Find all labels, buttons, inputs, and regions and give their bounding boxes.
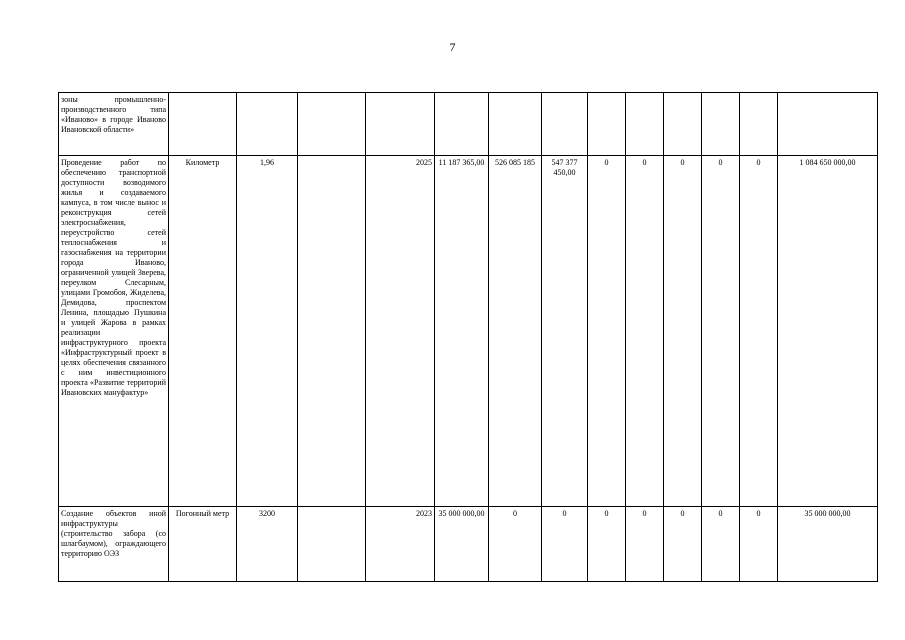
amount-cell: 0 [702,507,740,582]
amount-cell: 0 [588,156,626,507]
unit-cell: Погонный метр [169,507,237,582]
amount-cell [664,93,702,156]
amount-cell: 35 000 000,00 [435,507,489,582]
unit-cell: Километр [169,156,237,507]
table-row [59,507,878,582]
amount-cell: 0 [740,156,778,507]
amount-cell: 526 085 185 [489,156,542,507]
total-cell: 35 000 000,00 [778,507,878,582]
description-cell: зоны промышленно-производственного типа «Иваново» в городе Иваново Ивановской области» [59,93,169,156]
amount-cell [626,93,664,156]
amount-cell: 0 [489,507,542,582]
budget-table [58,92,878,582]
description-cell: Проведение работ по обеспечению транспортной доступности возводимого жилья и создаваемого кампуса, в том числе вынос и реконструкция сетей электроснабжения, переустройство сетей теплоснабжения и газоснабжения на территории города Иваново, ограниченной улицей Зверева, переулком Слесарным, улицами Громобоя, Жиделева, Демидова, проспектом Ленина, площадью Пушкина и улицей Жарова в рамках реализации инфраструктурного проекта «Инфраструктурный проект в целях обеспечения связанного с ним инвестиционного проекта «Развитие территорий Ивановских мануфактур» [59,156,169,507]
empty-cell [298,507,366,582]
amount-cell [542,93,588,156]
amount-cell: 0 [626,156,664,507]
description-cell: Создание объектов иной инфраструктуры (строительство забора (со шлагбаумом), ограждающего территорию ОЭЗ [59,507,169,582]
amount-cell [489,93,542,156]
amount-cell: 11 187 365,00 [435,156,489,507]
year-cell: 2025 [366,156,435,507]
table-row [59,156,878,507]
empty-cell [298,93,366,156]
table-row [59,93,878,156]
total-cell [778,93,878,156]
amount-cell: 0 [664,156,702,507]
amount-cell: 0 [542,507,588,582]
total-cell: 1 084 650 000,00 [778,156,878,507]
amount-cell [588,93,626,156]
amount-cell [435,93,489,156]
empty-cell [298,156,366,507]
amount-cell [740,93,778,156]
amount-cell [702,93,740,156]
year-cell [366,93,435,156]
amount-cell: 0 [702,156,740,507]
quantity-cell: 1,96 [237,156,298,507]
amount-cell: 0 [664,507,702,582]
amount-cell: 0 [588,507,626,582]
unit-cell [169,93,237,156]
amount-cell: 547 377 450,00 [542,156,588,507]
amount-cell: 0 [626,507,664,582]
quantity-cell: 3200 [237,507,298,582]
quantity-cell [237,93,298,156]
page-number: 7 [449,40,456,54]
amount-cell: 0 [740,507,778,582]
year-cell: 2023 [366,507,435,582]
